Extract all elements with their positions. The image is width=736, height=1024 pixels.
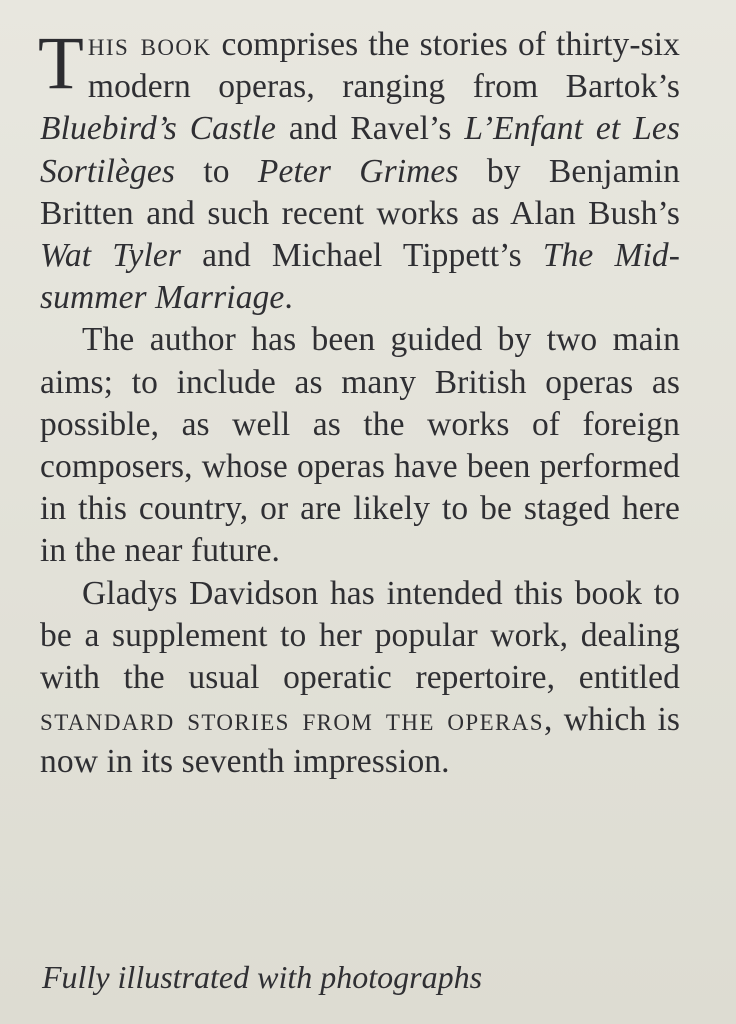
- opera-title-lenfant: L’Enfant et Les Sortilèges: [40, 110, 680, 190]
- opera-title-bluebirds-castle: Bluebird’s Castle: [40, 110, 276, 148]
- p3-text-b: , which is now in its seventh impression.: [40, 701, 680, 781]
- drop-cap: T: [38, 22, 84, 105]
- p1-text-b: and Ravel’s: [275, 110, 465, 148]
- opera-title-wat-tyler: Wat Tyler: [40, 237, 182, 275]
- illustration-note: Fully illustrated with photographs: [42, 959, 483, 995]
- p1-text-f: .: [284, 279, 293, 317]
- p1-text-e: and Michael Tippett’s: [181, 237, 543, 275]
- blurb-paragraph-1: [40, 24, 680, 319]
- blurb-paragraph-2: The author has been guided by two main aims; to include as many British operas as possible, as well as the works of foreign composers, whose operas have been performed in this country, or are likely to be staged here in the near future.: [40, 321, 680, 570]
- opera-title-peter-grimes: Peter Grimes: [257, 152, 459, 190]
- p1-text-d: by Benjamin Britten and such recent works as Alan Bush’s: [40, 152, 680, 232]
- p3-text-a: Gladys Davidson has intended this book to be a supplement to her popular work, dealing with the usual operatic repertoire, entitled: [40, 574, 680, 697]
- p1-text-c: to: [174, 152, 258, 190]
- opera-title-midsummer-marriage: The Mid-summer Marriage: [40, 237, 681, 317]
- book-title-standard-stories: standard stories from the operas: [40, 701, 544, 739]
- blurb-text: [40, 24, 680, 784]
- opening-small-caps: his book: [87, 26, 212, 63]
- blurb-paragraph-3: [40, 573, 680, 784]
- p1-text-a: comprises the stories of thirty-six modern operas, ranging from Bartok’s: [87, 26, 680, 106]
